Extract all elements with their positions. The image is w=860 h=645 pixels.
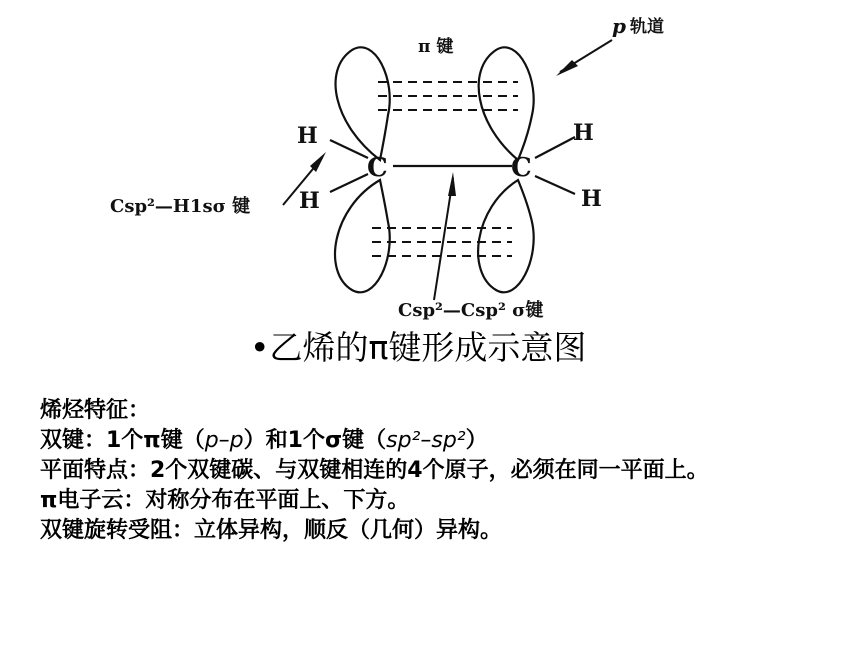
left-p-orbital-lower-lobe: [335, 180, 390, 292]
features-heading: 烯烃特征：: [40, 398, 151, 423]
csp2-csp2-pointer: [434, 178, 453, 300]
pi-overlap-dashes-upper: [378, 82, 518, 110]
ethylene-pi-bond-diagram: [0, 0, 860, 320]
sp2-sp2-term: sp²–sp²: [386, 428, 466, 453]
figure-caption: •乙烯的π键形成示意图: [250, 328, 587, 367]
c-h-bond-upper-right: [535, 137, 575, 158]
double-bond-line: [40, 426, 840, 456]
alkene-features: [40, 396, 840, 546]
rotation-line: 双键旋转受阻：立体异构，顺反（几何）异构。: [40, 518, 503, 543]
hydrogen-lower-left: H: [299, 188, 320, 214]
double-bond-prefix: 双键：1个π键（: [40, 428, 205, 453]
pi-bond-label: π 键: [418, 37, 454, 57]
planarity-line: 平面特点：2个双键碳、与双键相连的4个原子，必须在同一平面上。: [40, 458, 709, 483]
p-orbital-label-p: p: [612, 14, 626, 38]
left-p-orbital-upper-lobe: [336, 47, 390, 160]
hydrogen-upper-left: H: [297, 123, 318, 149]
csp2-csp2-arrowhead: [448, 172, 456, 196]
double-bond-mid: ）和1个σ键（: [243, 428, 387, 453]
pi-cloud-line: π电子云：对称分布在平面上、下方。: [40, 488, 410, 513]
carbon-left: C: [367, 153, 388, 183]
carbon-right: C: [511, 153, 532, 183]
hydrogen-lower-right: H: [581, 186, 602, 212]
double-bond-suffix: ）: [465, 428, 488, 453]
csp2-csp2-sigma-label: Csp²—Csp² σ键: [398, 300, 544, 320]
hydrogen-upper-right: H: [573, 120, 594, 146]
p-orbital-label-text: 轨道: [630, 17, 664, 37]
c-h-bond-lower-left: [330, 174, 368, 192]
p-p-term: p–p: [204, 428, 244, 453]
csp2-h1s-sigma-label: Csp²—H1sσ 键: [110, 196, 251, 217]
right-p-orbital-upper-lobe: [479, 47, 534, 160]
c-h-bond-lower-right: [535, 176, 575, 194]
right-p-orbital-lower-lobe: [478, 180, 534, 292]
